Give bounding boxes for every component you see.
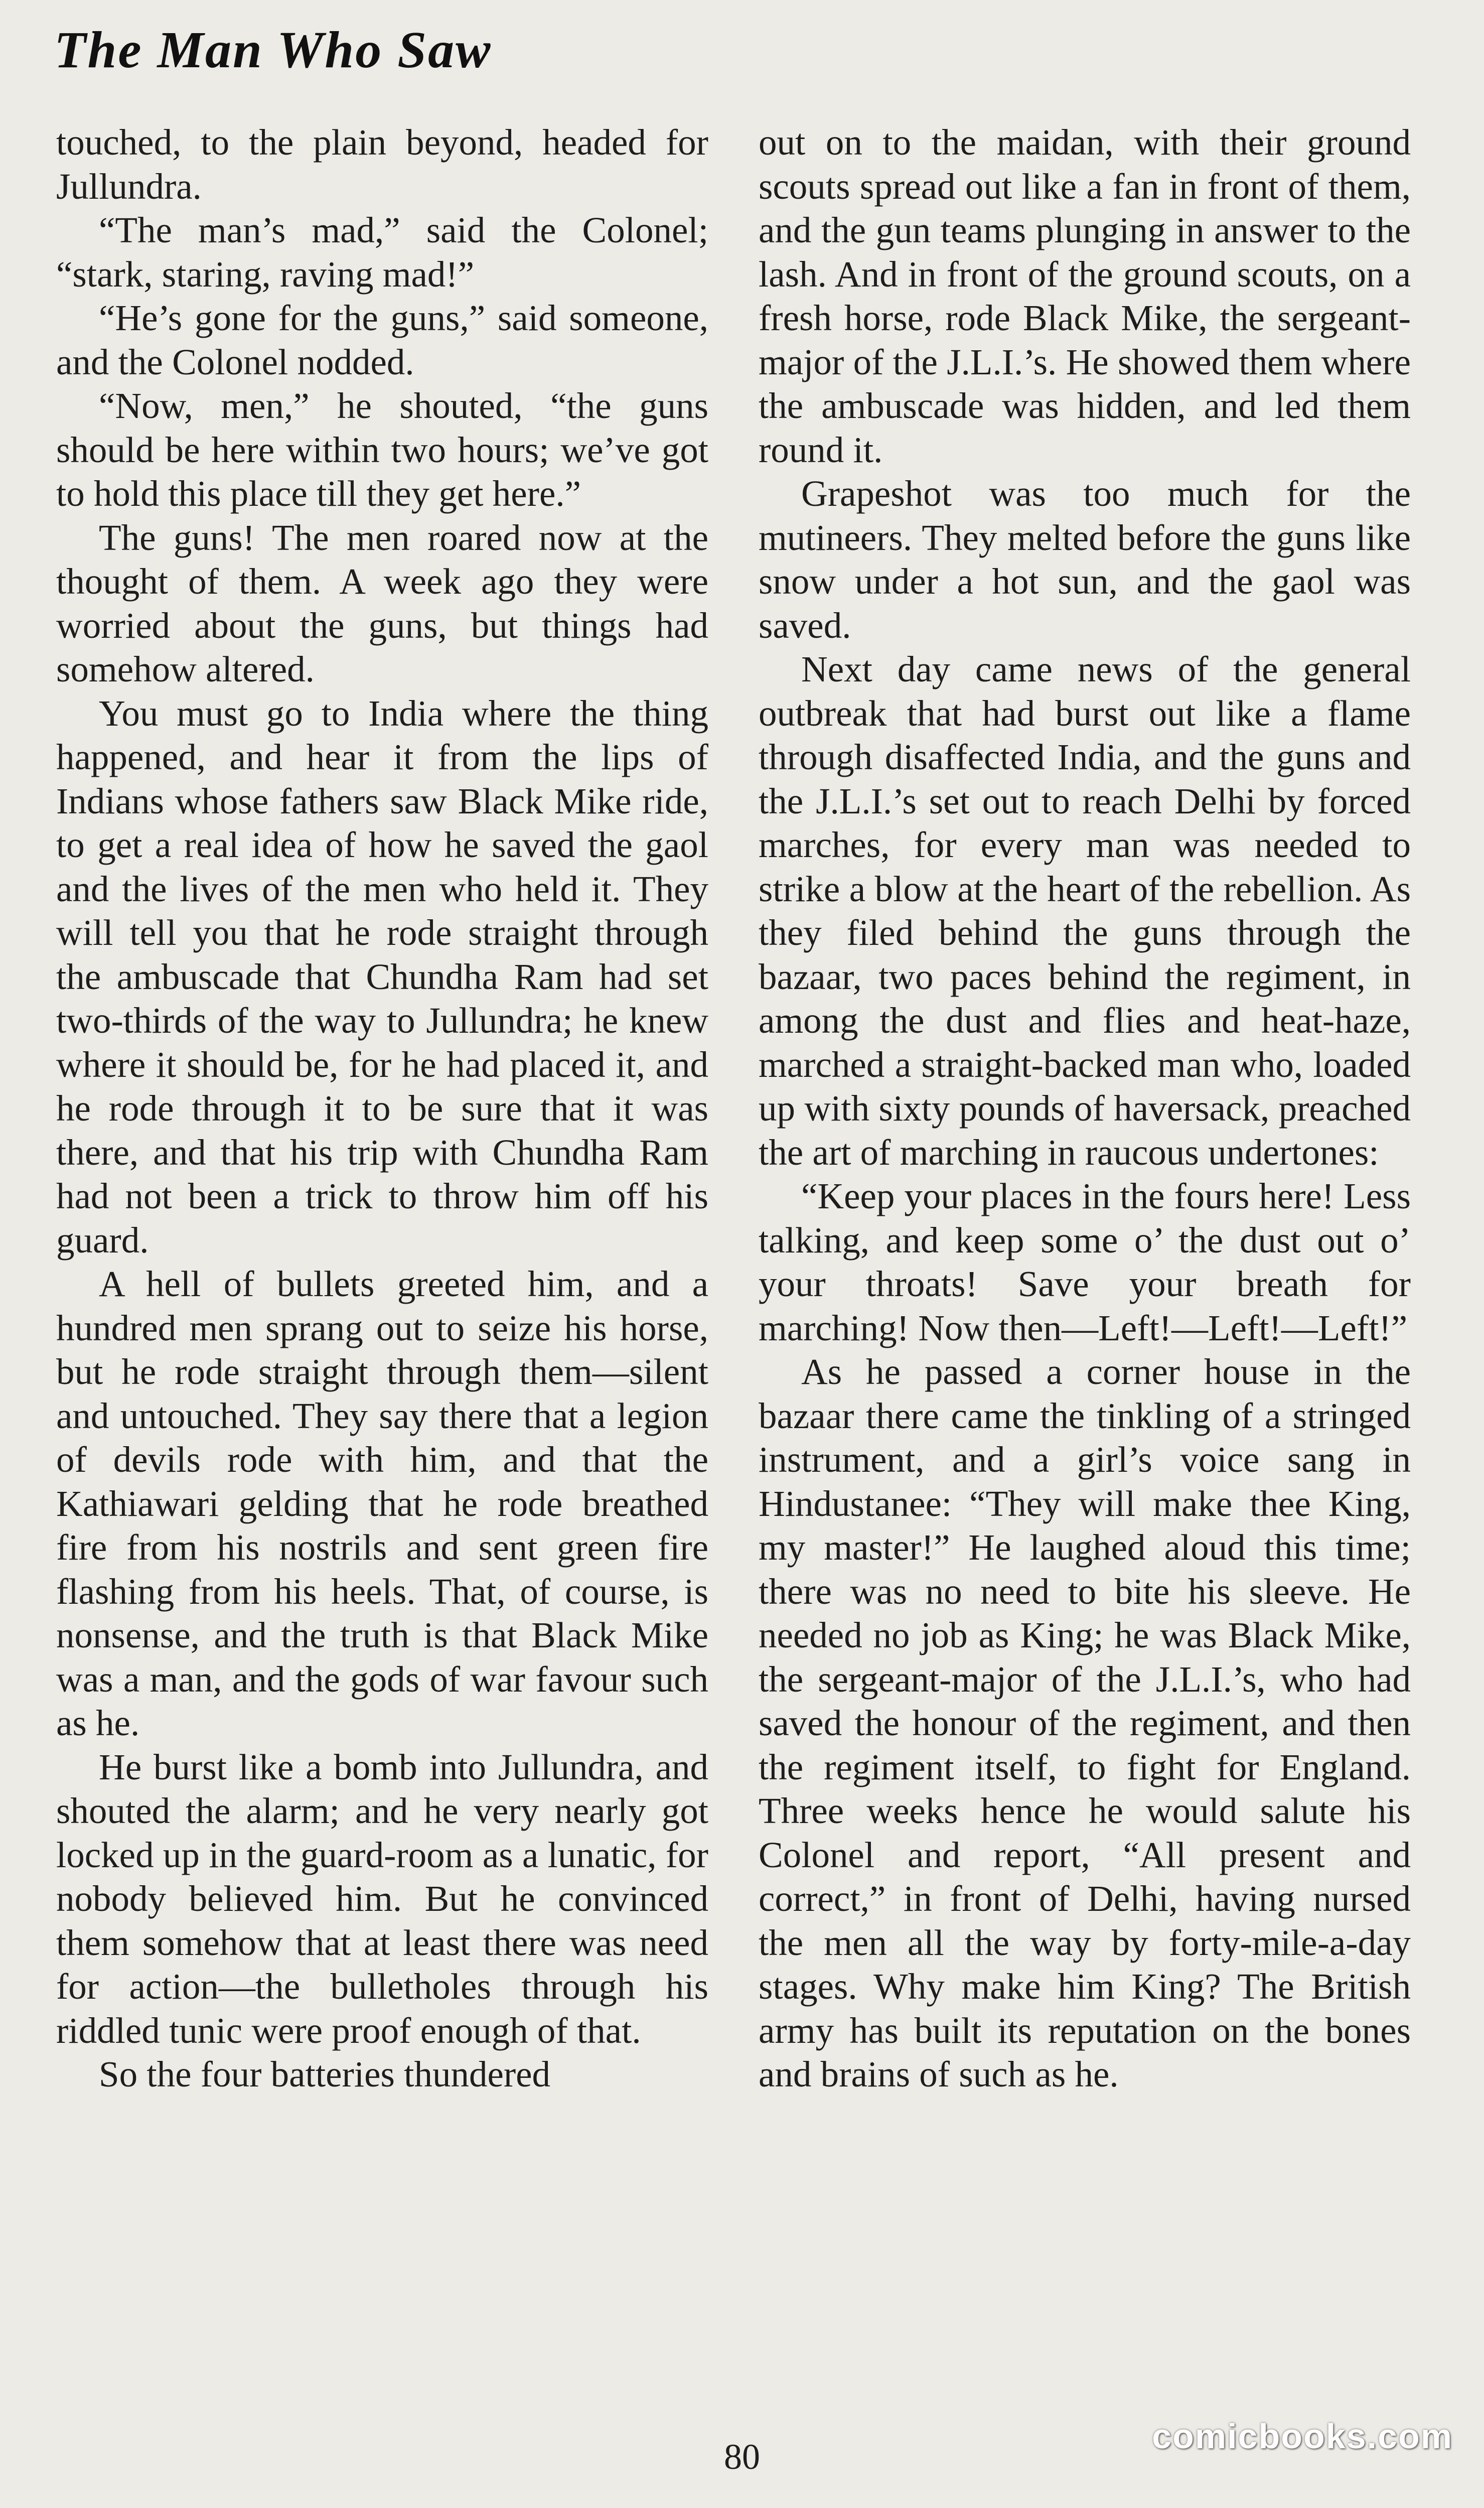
paragraph: touched, to the plain beyond, headed for Jullundra. <box>56 122 708 207</box>
paragraph: The guns! The men roared now at the thought of them. A week ago they were worried about the guns, but things had somehow altered. <box>56 517 708 689</box>
paragraph: “Now, men,” he shouted, “the guns should be here within two hours; we’ve got to hold this place till they get here.” <box>56 385 708 514</box>
page-number: 80 <box>724 2437 760 2477</box>
paragraph: As he passed a corner house in the bazaar there came the tinkling of a stringed instrument, and a girl’s voice sang in Hindustanee: “They will make thee King, my master!” He laughed aloud this time; there was no need to bite his sleeve. He needed no job as King; he was Black Mike, the sergeant-major of the J.L.I.’s, who had saved the honour of the regiment, and then the regiment itself, to fight for England. Three weeks hence he would salute his Colonel and report, “All present and correct,” in front of Delhi, having nursed the men all the way by forty-mile-a-day stages. Why make him King? The British army has built its reputation on the bones and brains of such as he. <box>759 1351 1411 2095</box>
watermark: comicbooks.com <box>1152 2417 1453 2456</box>
paragraph: He burst like a bomb into Jullundra, and shouted the alarm; and he very nearly got locked up in the guard-room as a lunatic, for nobody believed him. But he convinced them somehow that at least there was need for action—the bulletholes through his riddled tunic were proof enough of that. <box>56 1746 708 2051</box>
paragraph: Grapeshot was too much for the mutineers. They melted before the guns like snow under a hot sun, and the gaol was saved. <box>759 473 1411 646</box>
left-text-column <box>56 120 708 2097</box>
paragraph: “Keep your places in the fours here! Less talking, and keep some o’ the dust out o’ your throats! Save your breath for marching! Now then—Left!—Left!—Left!” <box>759 1176 1411 1348</box>
paragraph: Next day came news of the general outbreak that had burst out like a flame through disaffected India, and the guns and the J.L.I.’s set out to reach Delhi by forced marches, for every man was needed to strike a blow at the heart of the rebellion. As they filed behind the guns through the bazaar, two paces behind the regiment, in among the dust and flies and heat-haze, marched a straight-backed man who, loaded up with sixty pounds of haversack, preached the art of marching in raucous undertones: <box>759 649 1411 1173</box>
running-header-title: The Man Who Saw <box>54 21 492 79</box>
paragraph: out on to the maidan, with their ground scouts spread out like a fan in front of them, and the gun teams plunging in answer to the lash. And in front of the ground scouts, on a fresh horse, rode Black Mike, the sergeant-major of the J.L.I.’s. He showed them where the ambuscade was hidden, and led them round it. <box>759 122 1411 470</box>
paragraph: So the four batteries thundered <box>99 2054 551 2095</box>
paragraph: “He’s gone for the guns,” said someone, and the Colonel nodded. <box>56 298 708 382</box>
right-text-column <box>759 120 1411 2097</box>
paragraph: “The man’s mad,” said the Colonel; “stark, staring, raving mad!” <box>56 210 708 295</box>
paragraph: A hell of bullets greeted him, and a hundred men sprang out to seize his horse, but he rode straight through them—silent and untouched. They say there that a legion of devils rode with him, and that the Kathiawari gelding that he rode breathed fire from his nostrils and sent green fire flashing from his heels. That, of course, is nonsense, and the truth is that Black Mike was a man, and the gods of war favour such as he. <box>56 1264 708 1743</box>
paragraph: You must go to India where the thing happened, and hear it from the lips of Indians whose fathers saw Black Mike ride, to get a real idea of how he saved the gaol and the lives of the men who held it. They will tell you that he rode straight through the ambuscade that Chundha Ram had set two-thirds of the way to Jullundra; he knew where it should be, for he had placed it, and he rode through it to be sure that it was there, and that his trip with Chundha Ram had not been a trick to throw him off his guard. <box>56 692 708 1261</box>
